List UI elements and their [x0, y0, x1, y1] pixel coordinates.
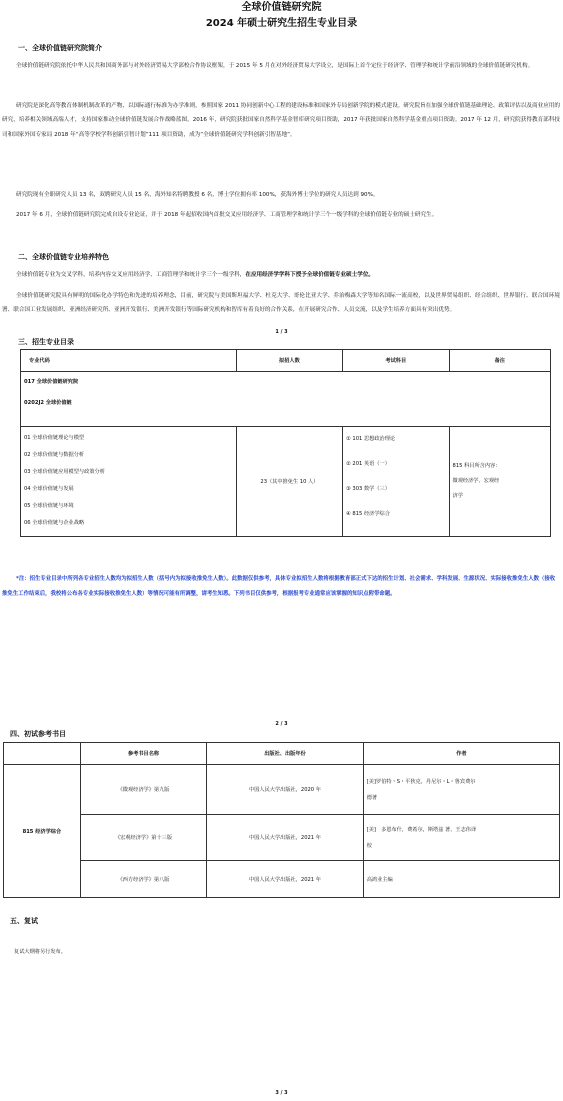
catalog-table	[20, 349, 551, 537]
header-major-code: 专业代码	[21, 350, 237, 372]
intro-paragraph-4: 2017 年 6 月，全球价值链研究院完成自设专业论证，并于 2018 年起招收国内首批交叉应用经济学、工商管理学和统计学三个一级学科的全球价值链专业的硕士研究生。	[16, 212, 438, 218]
catalog-note: *注：招生专业目录中所列各专业招生人数均为拟招生人数（括号内为拟接收推免生人数）。此数据仅供参考，具体专业拟招生人数将根据教育部正式下达的招生计划、社会需求、学科发展、生源状况、实际接收推免生人数（接收推免生工作结束后，我校将公布各专业实际接收推免生人数）等情况可能有所调整，请考生知悉。下列书目仅供参考，根据报考专业通常应该掌握的知识点附带命题。	[2, 576, 556, 597]
intro-paragraph-2: 研究院是深化高等教育体制机制改革的产物，以国际通行标准为办学准则，参照国家 2011 协同创新中心工程的建设标准和国家外专局创新学院的模式建设。研究院旨在加强全球价值链基础理论、政策评估以及商业应用的研究，培养相关领域高端人才，支持国家推动全球价值链发展合作战略蓝图。2016 年，研究院获批国家自然科学基金智库研究项目资助，2017 年获批国家自然科学基金重点项目资助。2017 年 12 月，研究院获得教育部科技司和国家外国专家局 2018 年“高等学校学科创新引智计划”111 项目资助，成为“全球价值链研究学科创新引智基地”。	[2, 103, 560, 138]
remark-line: 815 科目所含内容：	[452, 463, 501, 469]
book-publisher: 中国人民大学出版社，2021 年	[207, 815, 363, 861]
intro-paragraph-3: 研究院现有全职研究人员 13 名，双聘研究人员 15 名，海外知名特聘教授 6 名，博士学位拥有率 100%，获海外博士学位的研究人员达到 90%。	[16, 192, 379, 198]
features-paragraph-2: 全球价值链研究院具有鲜明的国际化办学特色和先进的培养理念，目前，研究院与美国斯坦福大学、杜克大学、哥伦比亚大学、乔治梅森大学等知名国际一流高校，以及世界贸易组织、经合组织、世界银行、联合国环境署、联合国工业发展组织、亚洲经济研究所、亚洲开发银行、美洲开发银行等国际研究机构和智库有着良好的合作关系，在开展研究合作、人员交流，以及学生培养方面具有突出优势。	[2, 293, 560, 314]
major-name: 0202J2 全球价值链	[24, 400, 72, 406]
features-paragraph-1: 全球价值链专业为交叉学科，培养内容交叉应用经济学、工商管理学和统计学三个一级学科，在应用经济学学科下授予全球价值链专业硕士学位。	[16, 272, 375, 278]
direction-item: 05 全球价值链与环境	[24, 503, 74, 509]
book-name: 《微观经济学》第九版	[80, 765, 207, 815]
book-publisher: 中国人民大学出版社，2020 年	[207, 765, 363, 815]
header-exam: 考试科目	[343, 350, 449, 372]
page-number-3: 3 / 3	[275, 1090, 288, 1096]
direction-item: 01 全球价值链理论与模型	[24, 435, 85, 441]
catalog-title: 2024 年硕士研究生招生专业目录	[205, 18, 358, 29]
book-author-line: 校	[366, 842, 372, 849]
header-author: 作者	[363, 743, 559, 765]
header-book-name: 参考书目名称	[80, 743, 207, 765]
section-heading-catalog: 三、招生专业目录	[18, 338, 74, 346]
direction-item: 03 全球价值链应用模型与政策分析	[24, 469, 105, 475]
section-heading-books: 四、初试参考书目	[10, 730, 66, 738]
direction-item: 06 全球价值链与企业战略	[24, 520, 85, 526]
section-heading-features: 二、全球价值链专业培养特色	[18, 253, 109, 261]
header-remark: 备注	[449, 350, 550, 372]
header-publisher: 出版社、出版年份	[207, 743, 363, 765]
header-subject-blank	[4, 743, 81, 765]
book-author	[363, 815, 559, 861]
book-name: 《宏观经济学》第十三版	[80, 815, 207, 861]
book-author	[363, 765, 559, 815]
intro-paragraph-1: 全球价值链研究院依托中华人民共和国商务部与对外经济贸易大学部校合作协议框架，于 2015 年 5 月在对外经济贸易大学设立，是国际上首个定位于经济学、管理学和统计学前沿领域的全球价值链研究机构。	[16, 63, 534, 69]
remark-line: 济学	[452, 493, 463, 499]
department-row	[21, 372, 551, 427]
direction-item: 04 全球价值链与发展	[24, 486, 74, 492]
book-author-line: 高鸿业主编	[366, 876, 393, 883]
exam-cell	[343, 427, 449, 537]
remark-cell	[449, 427, 550, 537]
quota-cell: 23（其中推免生 10 人）	[236, 427, 342, 537]
direction-item: 02 全球价值链与数据分析	[24, 452, 85, 458]
department-name: 017 全球价值链研究院	[24, 379, 79, 385]
book-author-line: 德著	[366, 794, 378, 801]
remark-line: 微观经济学、宏观经	[452, 478, 500, 484]
directions-cell	[21, 427, 237, 537]
exam-item: ② 201 英语（一）	[346, 461, 390, 467]
reference-books-table	[3, 742, 560, 898]
book-publisher: 中国人民大学出版社，2021 年	[207, 861, 363, 898]
section-heading-intro: 一、全球价值链研究院简介	[18, 44, 102, 52]
subject-cell: 815 经济学综合	[4, 765, 81, 898]
book-author-line: [美]罗伯特・S・平狄克，丹尼尔・L・鲁宾费尔	[366, 778, 476, 785]
page-number-1: 1 / 3	[275, 329, 288, 335]
exam-item: ③ 303 数学（三）	[346, 486, 390, 492]
retest-text: 复试大纲将另行发布。	[14, 949, 66, 955]
exam-item: ① 101 思想政治理论	[346, 436, 396, 442]
page-number-2: 2 / 3	[275, 721, 288, 727]
book-author	[363, 861, 559, 898]
book-author-line: [美] 多恩布什，费希尔，斯塔兹 著，王志伟译	[366, 826, 477, 833]
section-heading-retest: 五、复试	[10, 917, 38, 925]
institute-title: 全球价值链研究院	[241, 2, 322, 13]
book-name: 《西方经济学》第八版	[80, 861, 207, 898]
header-quota: 拟招人数	[236, 350, 342, 372]
exam-item: ④ 815 经济学综合	[346, 511, 390, 517]
